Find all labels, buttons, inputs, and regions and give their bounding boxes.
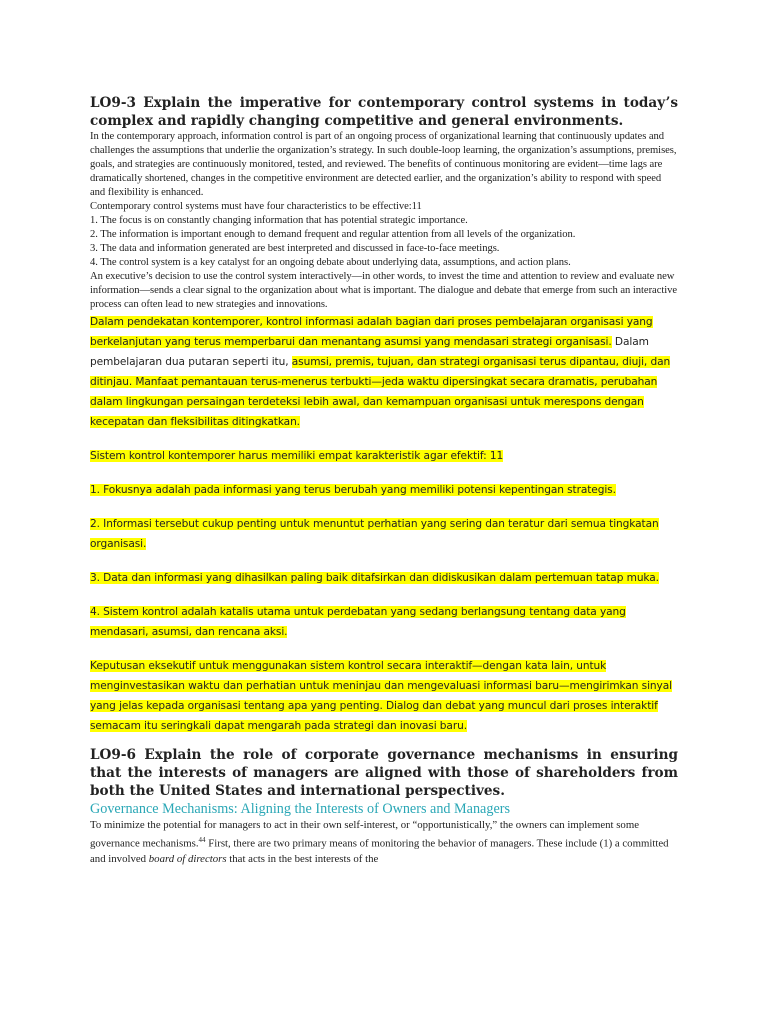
- italic-term: board of directors: [148, 852, 227, 865]
- characteristic-item: 2. The information is important enough to demand frequent and regular attention from all levels of the organization.: [90, 229, 576, 240]
- plain-text: Dalam pembelajaran dua putaran seperti itu,: [90, 336, 649, 368]
- plain-text: that acts in the best interests of the: [226, 852, 379, 865]
- section-heading-lo9-6: LO9-6 Explain the role of corporate governance mechanisms in ensuring that the interests of managers are aligned with those of shareholders from both the United States and international perspectives.: [90, 747, 678, 799]
- translation-item: [90, 602, 678, 642]
- highlighted-text: Dalam pendekatan kontemporer, kontrol informasi adalah bagian dari proses pembelajaran organisasi yang berkelanjutan yang terus memperbarui dan menantang asumsi yang mendasari strategi organisasi.: [90, 316, 653, 348]
- intro-paragraph: In the contemporary approach, information control is part of an ongoing process of organizational learning that continuously updates and challenges the assumptions that underlie the organization’s strategy. In such double-loop learning, the organization’s assumptions, premises, goals, and strategies are continuously monitored, tested, and reviewed. The benefits of continuous monitoring are evident—time lags are dramatically shortened, changes in the competitive environment are detected earlier, and the organization’s ability to respond with speed and flexibility is enhanced.: [90, 131, 677, 198]
- closing-paragraph: An executive’s decision to use the control system interactively—in other words, to invest the time and attention to review and evaluate new information—sends a clear signal to the organization about what is important. The dialogue and debate that emerge from such an interactive process can often lead to new strategies and innovations.: [90, 271, 678, 310]
- footnote-ref: 44: [198, 836, 206, 844]
- document-page: [90, 94, 678, 867]
- translation-item: [90, 514, 678, 554]
- characteristic-item: 3. The data and information generated are best interpreted and discussed in face-to-face meetings.: [90, 243, 500, 254]
- plain-text: To minimize the potential for managers to act in their own self-interest, or “opportunistically,” the owners can implement some governance mechanisms.: [90, 819, 640, 850]
- translation-paragraph-2: [90, 446, 678, 466]
- highlighted-text: 4. Sistem kontrol adalah katalis utama untuk perdebatan yang sedang berlangsung tentang data yang mendasari, asumsi, dan rencana aksi.: [90, 606, 626, 638]
- section-heading-lo9-3: LO9-3 Explain the imperative for contemporary control systems in today’s complex and rapidly changing competitive and general environments.: [90, 95, 678, 129]
- translation-item: [90, 480, 678, 500]
- translation-paragraph-3: [90, 656, 678, 736]
- highlighted-text: Keputusan eksekutif untuk menggunakan sistem kontrol secara interaktif—dengan kata lain, untuk menginvestasikan waktu dan perhatian untuk meninjau dan mengevaluasi informasi baru—mengirimkan sinyal yang jelas kepada organisasi tentang apa yang penting. Dialog dan debat yang muncul dari proses interaktif semacam itu seringkali dapat mengarah pada strategi dan inovasi baru.: [90, 660, 672, 732]
- translation-paragraph-1: [90, 312, 678, 432]
- characteristics-intro: Contemporary control systems must have four characteristics to be effective:11: [90, 201, 422, 212]
- highlighted-text: Sistem kontrol kontemporer harus memiliki empat karakteristik agar efektif: 11: [90, 450, 504, 462]
- highlighted-text: 1. Fokusnya adalah pada informasi yang terus berubah yang memiliki potensi kepentingan strategis.: [90, 484, 616, 496]
- characteristic-item: 4. The control system is a key catalyst for an ongoing debate about underlying data, assumptions, and action plans.: [90, 257, 571, 268]
- highlighted-text: asumsi, premis, tujuan, dan strategi organisasi terus dipantau, diuji, dan ditinjau. Manfaat pemantauan terus-menerus terbukti—jeda waktu dipersingkat secara dramatis, perubahan dalam lingkungan persaingan terdeteksi lebih awal, dan kemampuan organisasi untuk merespons dengan kecepatan dan fleksibilitas ditingkatkan.: [90, 356, 671, 428]
- highlighted-text: 3. Data dan informasi yang dihasilkan paling baik ditafsirkan dan didiskusikan dalam pertemuan tatap muka.: [90, 572, 659, 584]
- characteristic-item: 1. The focus is on constantly changing information that has potential strategic importance.: [90, 215, 468, 226]
- highlighted-text: 2. Informasi tersebut cukup penting untuk menuntut perhatian yang sering dan teratur dari semua tingkatan organisasi.: [90, 518, 659, 550]
- section-subheading: Governance Mechanisms: Aligning the Interests of Owners and Managers: [90, 801, 510, 817]
- translation-item: [90, 568, 678, 588]
- plain-text: First, there are two primary means of monitoring the behavior of managers. These include (1) a committed and involved: [90, 837, 669, 865]
- governance-paragraph: [90, 818, 678, 867]
